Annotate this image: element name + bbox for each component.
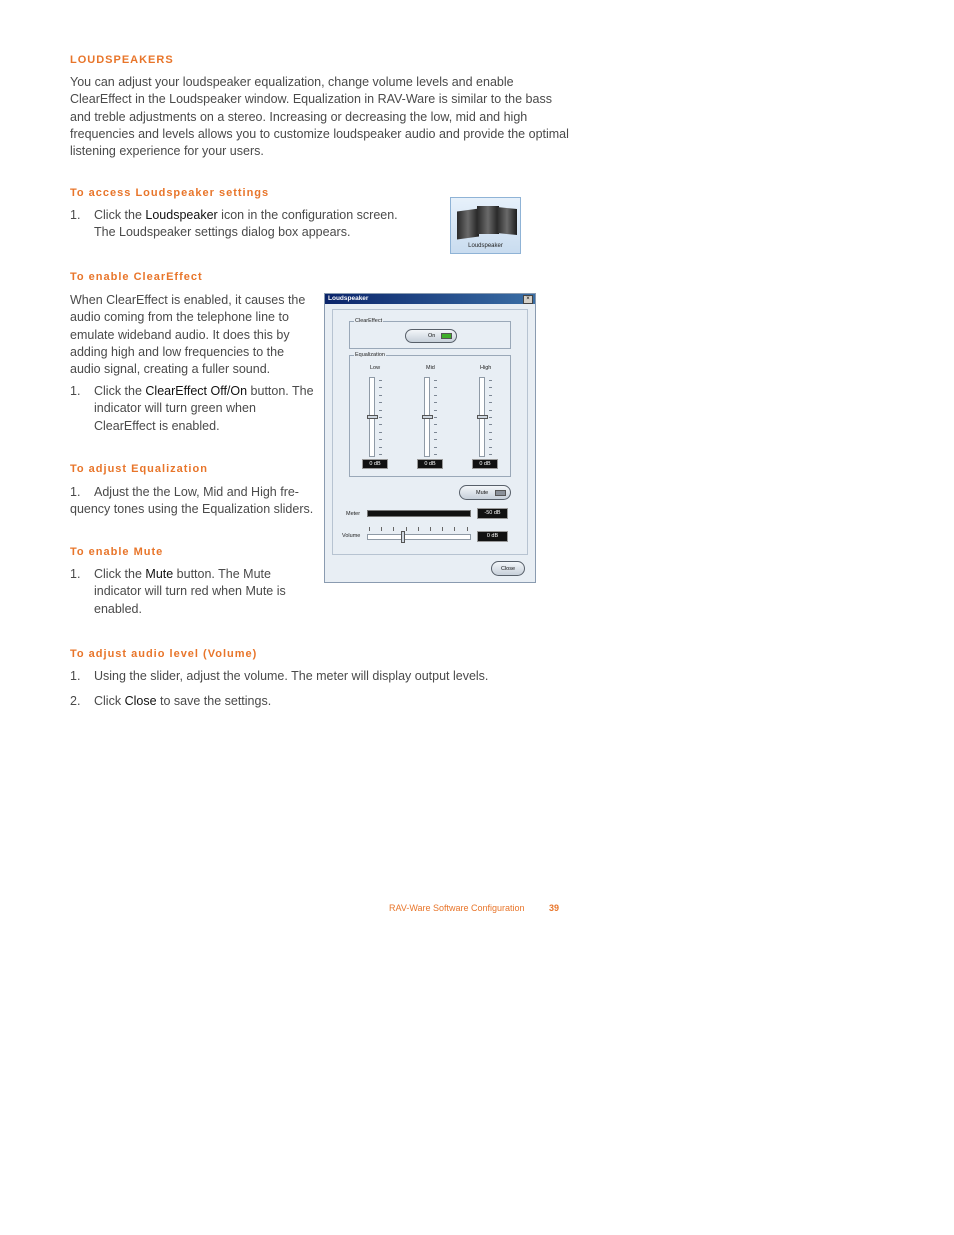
- section-heading-volume: To adjust audio level (Volume): [70, 648, 258, 660]
- dialog-content-panel: [332, 309, 528, 555]
- eq-high-label: High: [480, 365, 492, 371]
- cleareffect-group-label: ClearEffect: [355, 318, 383, 324]
- eq-slider-tick: [379, 439, 382, 440]
- eq-slider-tick: [379, 380, 382, 381]
- volume-scale-tick: [430, 527, 431, 531]
- speaker-left-graphic: [457, 208, 479, 239]
- cleareffect-term: ClearEffect Off/On: [145, 384, 248, 398]
- volume-step-2: 2. Click Close to save the settings.: [70, 694, 272, 708]
- volume-scale-tick: [454, 527, 455, 531]
- volume-scale-tick: [418, 527, 419, 531]
- close-button-label: Close: [500, 565, 516, 572]
- cleareffect-paragraph: When ClearEffect is enabled, it causes the audio coming from the telephone line to emulate wideband audio. It does this by adding high and low frequencies to the audio signal, creating a fuller sound.: [70, 293, 306, 377]
- eq-mid-label: Mid: [426, 365, 435, 371]
- eq-slider-tick: [489, 380, 492, 381]
- speaker-center-graphic: [477, 206, 499, 234]
- loudspeaker-icon-label: Loudspeaker: [468, 243, 503, 249]
- eq-slider-tick: [379, 432, 382, 433]
- eq-slider-tick: [379, 395, 382, 396]
- volume-scale-tick: [381, 527, 382, 531]
- eq-slider-tick: [434, 439, 437, 440]
- eq-slider-tick: [434, 395, 437, 396]
- eq-slider-tick: [434, 380, 437, 381]
- dialog-titlebar: [325, 294, 535, 304]
- close-button[interactable]: [491, 561, 525, 576]
- eq-slider-thumb[interactable]: [477, 415, 488, 419]
- intro-line: listening experience for your users.: [70, 144, 264, 159]
- cleareffect-toggle-label: On: [428, 333, 436, 339]
- eq-slider-tick: [489, 424, 492, 425]
- meter-label: Meter: [346, 511, 361, 517]
- eq-slider-tick: [434, 387, 437, 388]
- volume-label: Volume: [342, 533, 361, 539]
- eq-mid-slider[interactable]: [424, 377, 444, 457]
- mute-step-1: 1. Click the Mute button. The Mute indicator will turn red when Mute is enabled.: [70, 567, 286, 616]
- volume-slider-thumb[interactable]: [401, 531, 405, 543]
- volume-scale-tick: [406, 527, 407, 531]
- loudspeaker-config-icon[interactable]: [450, 197, 521, 254]
- eq-slider-tick: [434, 417, 437, 418]
- eq-mid-value: 0 dB: [417, 459, 443, 469]
- cleareffect-group: [349, 318, 511, 349]
- eq-slider-thumb[interactable]: [367, 415, 378, 419]
- close-term: Close: [124, 694, 157, 708]
- volume-scale-ticks: [369, 527, 469, 531]
- eq-slider-tick: [379, 447, 382, 448]
- section-heading-cleareffect: To enable ClearEffect: [70, 271, 203, 283]
- intro-line: and treble adjustments on a stereo. Increasing or decreasing the low, mid and high: [70, 109, 528, 124]
- volume-scale-tick: [369, 527, 370, 531]
- eq-slider-tick: [434, 402, 437, 403]
- intro-line: frequencies and levels allows you to customize loudspeaker audio and provide the optimal: [70, 126, 569, 141]
- loudspeaker-dialog: [324, 293, 536, 583]
- volume-step-1: 1. Using the slider, adjust the volume. The meter will display output levels.: [70, 669, 489, 683]
- volume-slider[interactable]: [367, 534, 471, 540]
- section-heading-loudspeakers: LOUDSPEAKERS: [70, 54, 174, 66]
- eq-slider-tick: [489, 387, 492, 388]
- eq-slider-tick: [379, 424, 382, 425]
- eq-slider-tick: [379, 402, 382, 403]
- eq-low-label: Low: [370, 365, 381, 371]
- eq-slider-tick: [489, 410, 492, 411]
- intro-paragraph: [70, 74, 590, 160]
- eq-high-slider[interactable]: [479, 377, 499, 457]
- speaker-right-graphic: [497, 207, 517, 235]
- equalization-group: [349, 352, 511, 477]
- dialog-title: Loudspeaker: [328, 295, 369, 302]
- access-step-1: 1. Click the Loudspeaker icon in the configuration screen. The Loudspeaker settings dialog box appears.: [70, 208, 398, 240]
- eq-slider-tick: [434, 432, 437, 433]
- intro-line: ClearEffect in the Loudspeaker window. Equalization in RAV-Ware is similar to the bass: [70, 92, 552, 107]
- mute-button[interactable]: [459, 485, 511, 500]
- mute-button-label: Mute: [476, 489, 489, 496]
- mute-indicator: [495, 490, 506, 496]
- step-number: 1.: [70, 208, 81, 222]
- loudspeaker-term: Loudspeaker: [145, 208, 218, 222]
- eq-high-value: 0 dB: [472, 459, 498, 469]
- volume-value: 0 dB: [477, 531, 508, 542]
- mute-term: Mute: [145, 567, 174, 581]
- eq-slider-tick: [489, 432, 492, 433]
- cleareffect-indicator: [441, 333, 452, 339]
- eq-slider-tick: [489, 439, 492, 440]
- eq-slider-tick: [489, 402, 492, 403]
- footer-title: RAV-Ware Software Configuration: [389, 903, 525, 913]
- eq-slider-tick: [379, 417, 382, 418]
- eq-slider-tick: [434, 454, 437, 455]
- section-heading-access: To access Loudspeaker settings: [70, 187, 270, 199]
- intro-line: You can adjust your loudspeaker equalization, change volume levels and enable: [70, 75, 514, 89]
- cleareffect-toggle-button[interactable]: [405, 329, 457, 343]
- eq-slider-tick: [434, 410, 437, 411]
- output-meter-bar: [367, 510, 471, 517]
- equalization-step-1: 1. Adjust the the Low, Mid and High fre- quency tones using the Equalization sliders.: [70, 485, 314, 516]
- page-number: 39: [549, 903, 560, 913]
- eq-low-value: 0 dB: [362, 459, 388, 469]
- eq-slider-tick: [434, 424, 437, 425]
- eq-slider-tick: [379, 410, 382, 411]
- eq-slider-thumb[interactable]: [422, 415, 433, 419]
- eq-slider-tick: [379, 454, 382, 455]
- volume-scale-tick: [393, 527, 394, 531]
- volume-scale-tick: [467, 527, 468, 531]
- section-heading-equalization: To adjust Equalization: [70, 463, 208, 475]
- volume-scale-tick: [442, 527, 443, 531]
- equalization-group-label: Equalization: [355, 352, 385, 358]
- section-heading-mute: To enable Mute: [70, 546, 164, 558]
- cleareffect-step-1: 1. Click the ClearEffect Off/On button. The indicator will turn green when ClearEffect is enabled.: [70, 384, 314, 433]
- eq-slider-tick: [489, 417, 492, 418]
- eq-low-slider[interactable]: [369, 377, 389, 457]
- meter-value: -50 dB: [477, 508, 508, 519]
- eq-slider-tick: [379, 387, 382, 388]
- dialog-close-x-button[interactable]: ×: [523, 295, 533, 304]
- eq-slider-tick: [489, 395, 492, 396]
- eq-slider-tick: [434, 447, 437, 448]
- eq-slider-tick: [489, 454, 492, 455]
- eq-slider-tick: [489, 447, 492, 448]
